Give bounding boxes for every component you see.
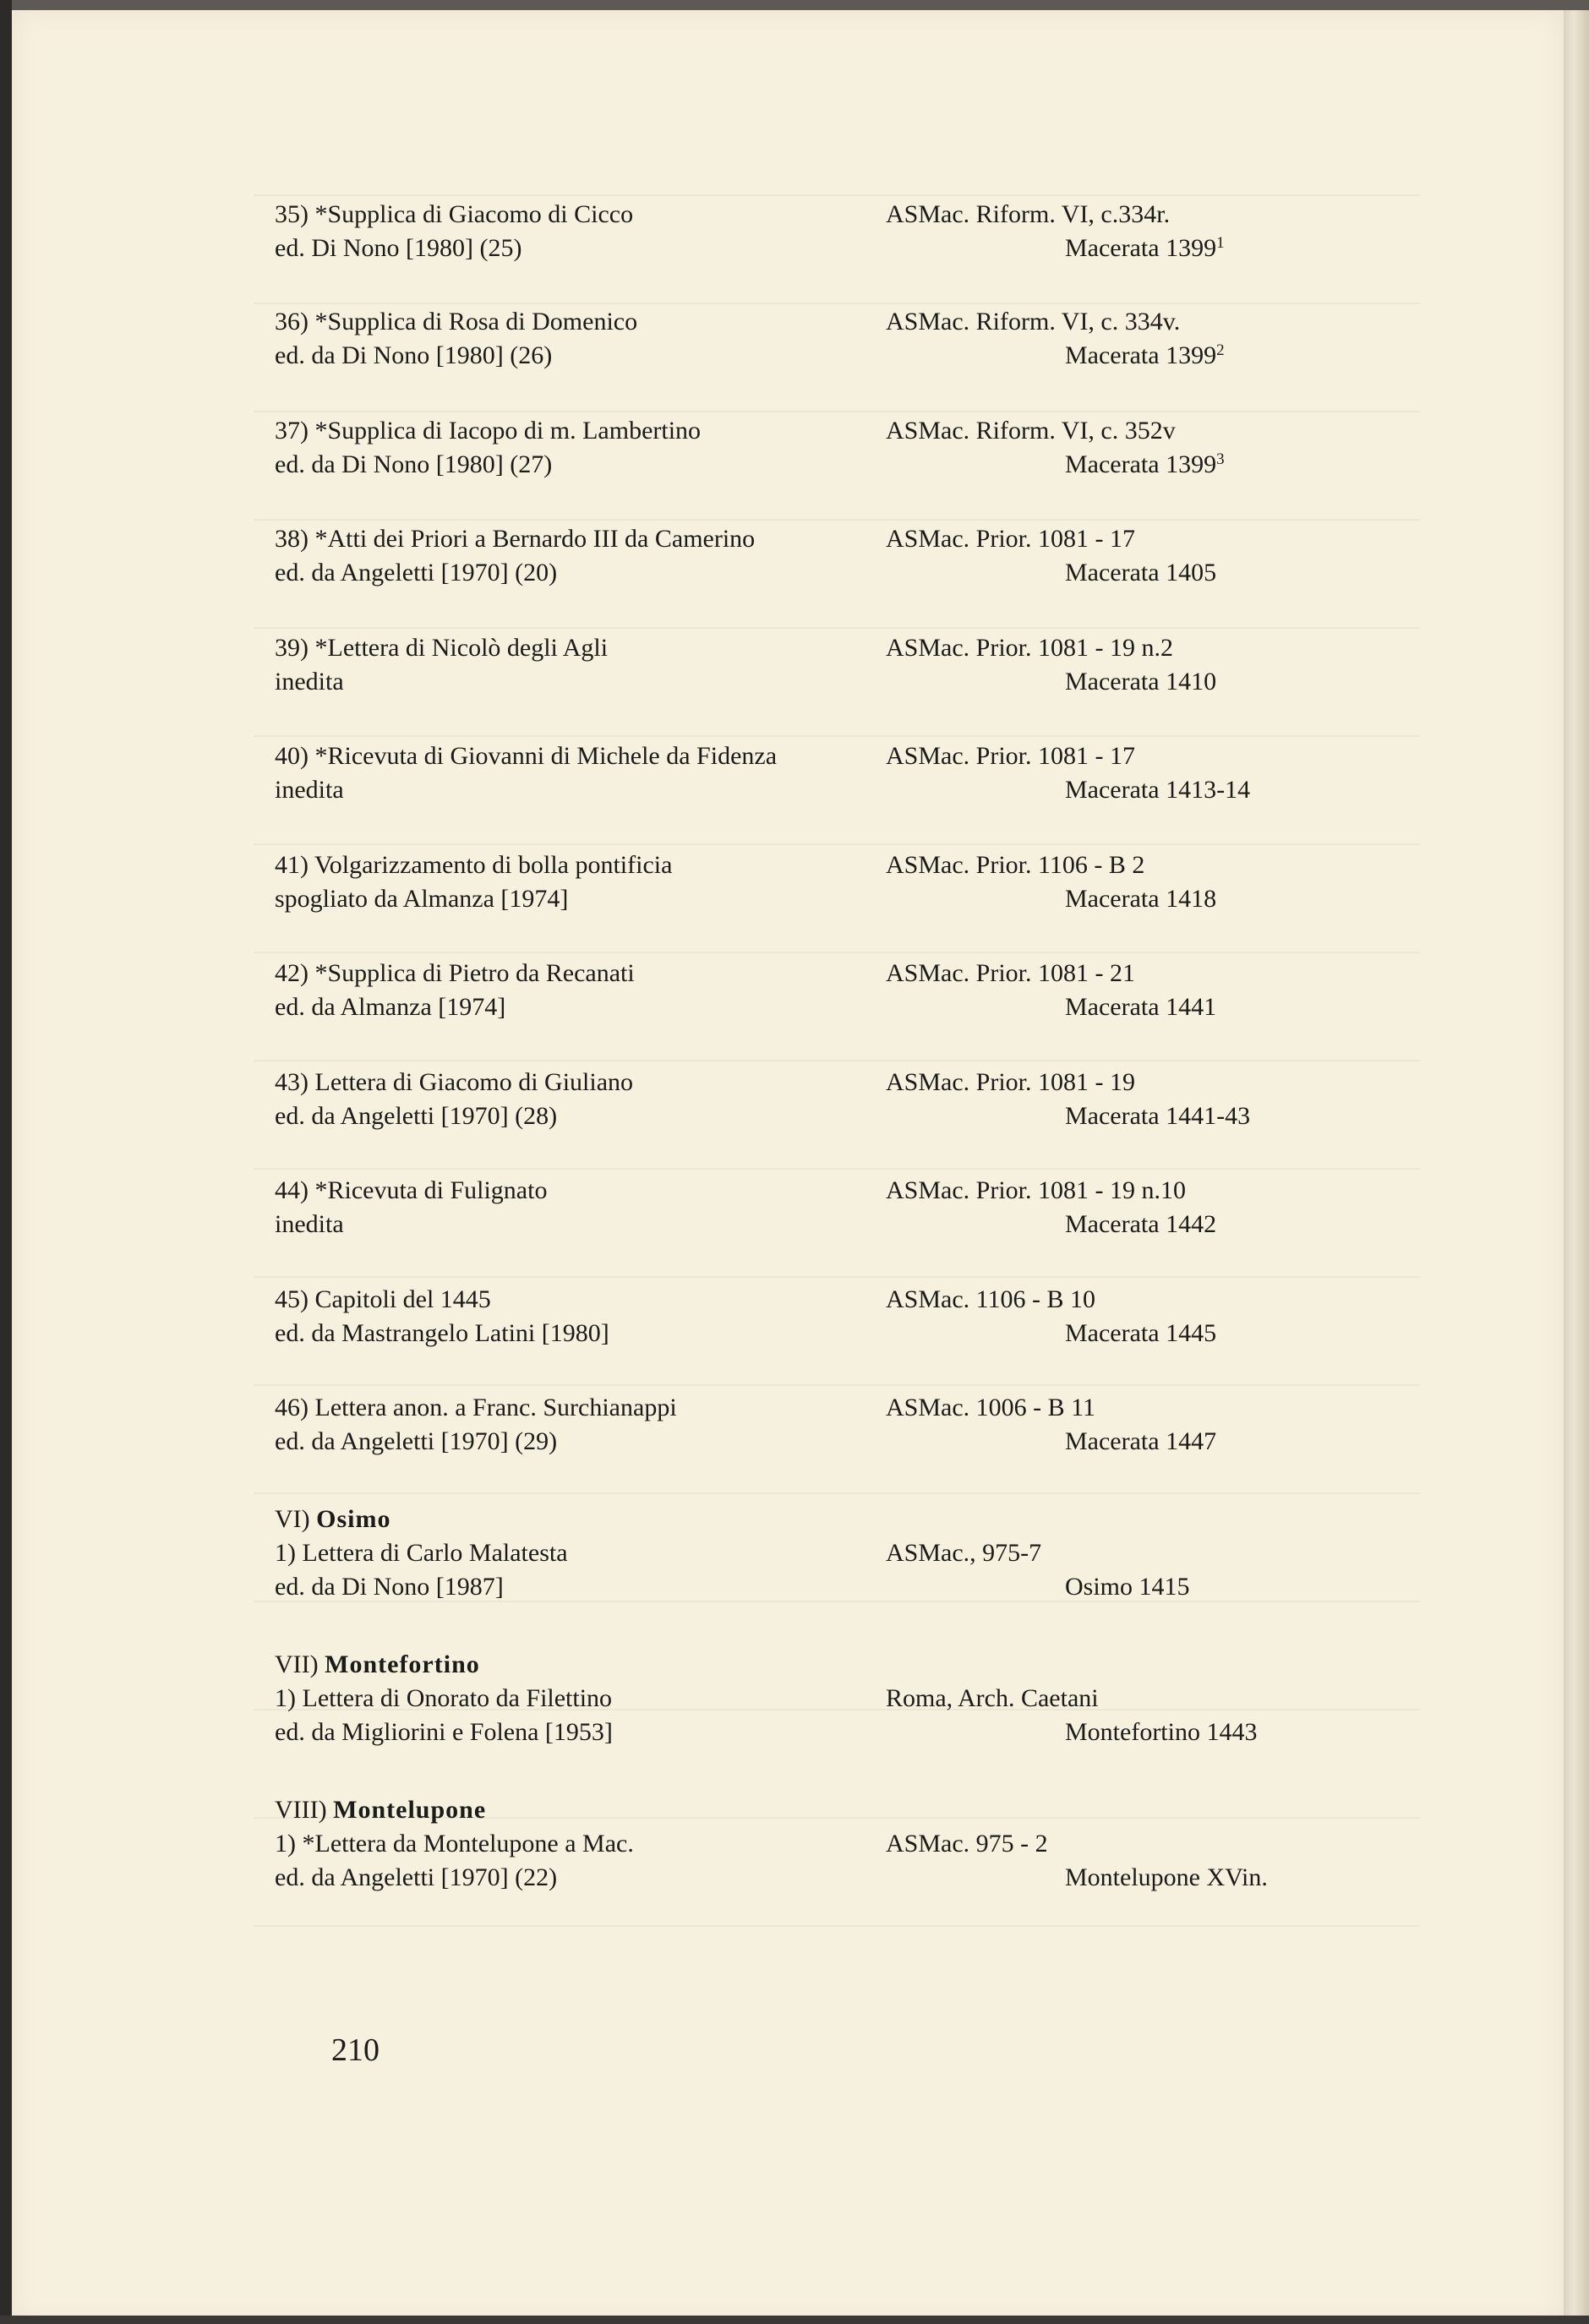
footnote-marker: 2	[1216, 341, 1225, 359]
section-number: VI)	[275, 1505, 310, 1533]
entry-title: 1) *Lettera da Montelupone a Mac.	[275, 1830, 634, 1858]
entry-edition: ed. da Angeletti [1970] (28)	[275, 1102, 558, 1130]
entry-place: Montefortino 1443	[1065, 1718, 1258, 1746]
entry-source: ASMac. Prior. 1081 - 19 n.2	[886, 634, 1173, 662]
list-item	[275, 414, 883, 482]
entry-place: Macerata 1405	[1065, 559, 1217, 586]
entry-edition: inedita	[275, 1210, 344, 1238]
list-item	[275, 1283, 883, 1350]
section-number: VII)	[275, 1650, 319, 1678]
list-item	[275, 957, 883, 1024]
entry-place-text: Macerata 1399	[1065, 450, 1217, 478]
entry-source: ASMac. Riform. VI, c. 352v	[886, 417, 1176, 445]
entry-edition: ed. da Almanza [1974]	[275, 993, 506, 1021]
section-heading	[275, 1503, 883, 1536]
entry-source: ASMac. Riform. VI, c. 334v.	[886, 308, 1181, 336]
entry-title: 38) *Atti dei Priori a Bernardo III da Camerino	[275, 525, 756, 553]
entry-place: Macerata 1441	[1065, 993, 1217, 1021]
entry-source: ASMac. 1006 - B 11	[886, 1394, 1096, 1421]
entry-edition: spogliato da Almanza [1974]	[275, 885, 569, 913]
list-item	[275, 305, 883, 373]
section-name: Montelupone	[333, 1796, 487, 1824]
entry-source: ASMac. Prior. 1106 - B 2	[886, 851, 1145, 879]
list-item	[275, 522, 883, 590]
entry-source: ASMac. Prior. 1081 - 17	[886, 525, 1135, 553]
section-osimo	[275, 1503, 883, 1604]
section-name: Osimo	[316, 1505, 391, 1533]
section-heading	[275, 1793, 883, 1827]
entry-title: 41) Volgarizzamento di bolla pontificia	[275, 851, 673, 879]
entry-place: Osimo 1415	[1065, 1573, 1190, 1601]
entry-place: Macerata 1413-14	[1065, 776, 1251, 804]
section-name: Montefortino	[325, 1650, 480, 1678]
entry-title: 45) Capitoli del 1445	[275, 1285, 491, 1313]
entry-title: 46) Lettera anon. a Franc. Surchianappi	[275, 1394, 677, 1421]
section-montelupone	[275, 1793, 883, 1895]
book-binding-edge	[0, 0, 12, 2324]
entry-title: 35) *Supplica di Giacomo di Cicco	[275, 200, 634, 228]
entry-source: ASMac., 975-7	[886, 1539, 1042, 1567]
entry-title: 44) *Ricevuta di Fulignato	[275, 1176, 548, 1204]
page-number: 210	[331, 2032, 380, 2068]
entry-edition: ed. da Di Nono [1980] (27)	[275, 450, 553, 478]
entry-title: 1) Lettera di Carlo Malatesta	[275, 1539, 568, 1567]
entry-title: 36) *Supplica di Rosa di Domenico	[275, 308, 638, 336]
entry-edition: ed. da Angeletti [1970] (22)	[275, 1863, 558, 1891]
entry-place: Macerata 1441-43	[1065, 1102, 1251, 1130]
entry-source: Roma, Arch. Caetani	[886, 1684, 1099, 1712]
entry-place: Macerata 1447	[1065, 1427, 1217, 1455]
entry-source: ASMac. Prior. 1081 - 19	[886, 1068, 1135, 1096]
entry-title: 37) *Supplica di Iacopo di m. Lambertino	[275, 417, 702, 445]
entry-place-text: Macerata 1399	[1065, 234, 1217, 262]
entry-edition: inedita	[275, 668, 344, 696]
list-item	[275, 848, 883, 916]
entry-place: Macerata 1410	[1065, 668, 1217, 696]
entry-edition: ed. da Di Nono [1980] (26)	[275, 341, 553, 369]
entry-place	[1065, 339, 1225, 373]
entry-source: ASMac. Riform. VI, c.334r.	[886, 200, 1171, 228]
list-item	[275, 1066, 883, 1133]
entry-source: ASMac. Prior. 1081 - 17	[886, 742, 1135, 770]
entry-source: ASMac. 1106 - B 10	[886, 1285, 1096, 1313]
entry-edition: ed. da Di Nono [1987]	[275, 1573, 504, 1601]
entry-edition: ed. da Migliorini e Folena [1953]	[275, 1718, 613, 1746]
entry-source: ASMac. Prior. 1081 - 19 n.10	[886, 1176, 1186, 1204]
entry-title: 1) Lettera di Onorato da Filettino	[275, 1684, 613, 1712]
entry-title: 40) *Ricevuta di Giovanni di Michele da Fidenza	[275, 742, 778, 770]
entry-source: ASMac. 975 - 2	[886, 1830, 1048, 1858]
entry-place	[1065, 448, 1225, 482]
list-item	[275, 1174, 883, 1241]
scan-bottom-border	[0, 2316, 1589, 2324]
entry-edition: ed. da Angeletti [1970] (29)	[275, 1427, 558, 1455]
entry-place: Macerata 1442	[1065, 1210, 1217, 1238]
entry-source: ASMac. Prior. 1081 - 21	[886, 959, 1135, 987]
footnote-marker: 3	[1216, 450, 1225, 468]
section-heading	[275, 1648, 883, 1682]
entry-place: Macerata 1418	[1065, 885, 1217, 913]
scan-top-border	[0, 0, 1589, 10]
page-edge-stack	[1564, 10, 1589, 2324]
list-item	[275, 1391, 883, 1459]
section-montefortino	[275, 1648, 883, 1749]
entry-place: Macerata 1445	[1065, 1319, 1217, 1347]
entry-edition: inedita	[275, 776, 344, 804]
entry-edition: ed. da Mastrangelo Latini [1980]	[275, 1319, 609, 1347]
list-item	[275, 631, 883, 699]
section-number: VIII)	[275, 1796, 327, 1824]
entry-title: 39) *Lettera di Nicolò degli Agli	[275, 634, 609, 662]
entry-edition: ed. Di Nono [1980] (25)	[275, 234, 522, 262]
footnote-marker: 1	[1216, 234, 1225, 252]
entry-place	[1065, 232, 1225, 265]
entry-title: 43) Lettera di Giacomo di Giuliano	[275, 1068, 634, 1096]
entry-edition: ed. da Angeletti [1970] (20)	[275, 559, 558, 586]
list-item	[275, 198, 883, 265]
list-item	[275, 739, 883, 807]
entry-place: Montelupone XVin.	[1065, 1863, 1268, 1891]
entry-place-text: Macerata 1399	[1065, 341, 1217, 369]
entry-title: 42) *Supplica di Pietro da Recanati	[275, 959, 635, 987]
